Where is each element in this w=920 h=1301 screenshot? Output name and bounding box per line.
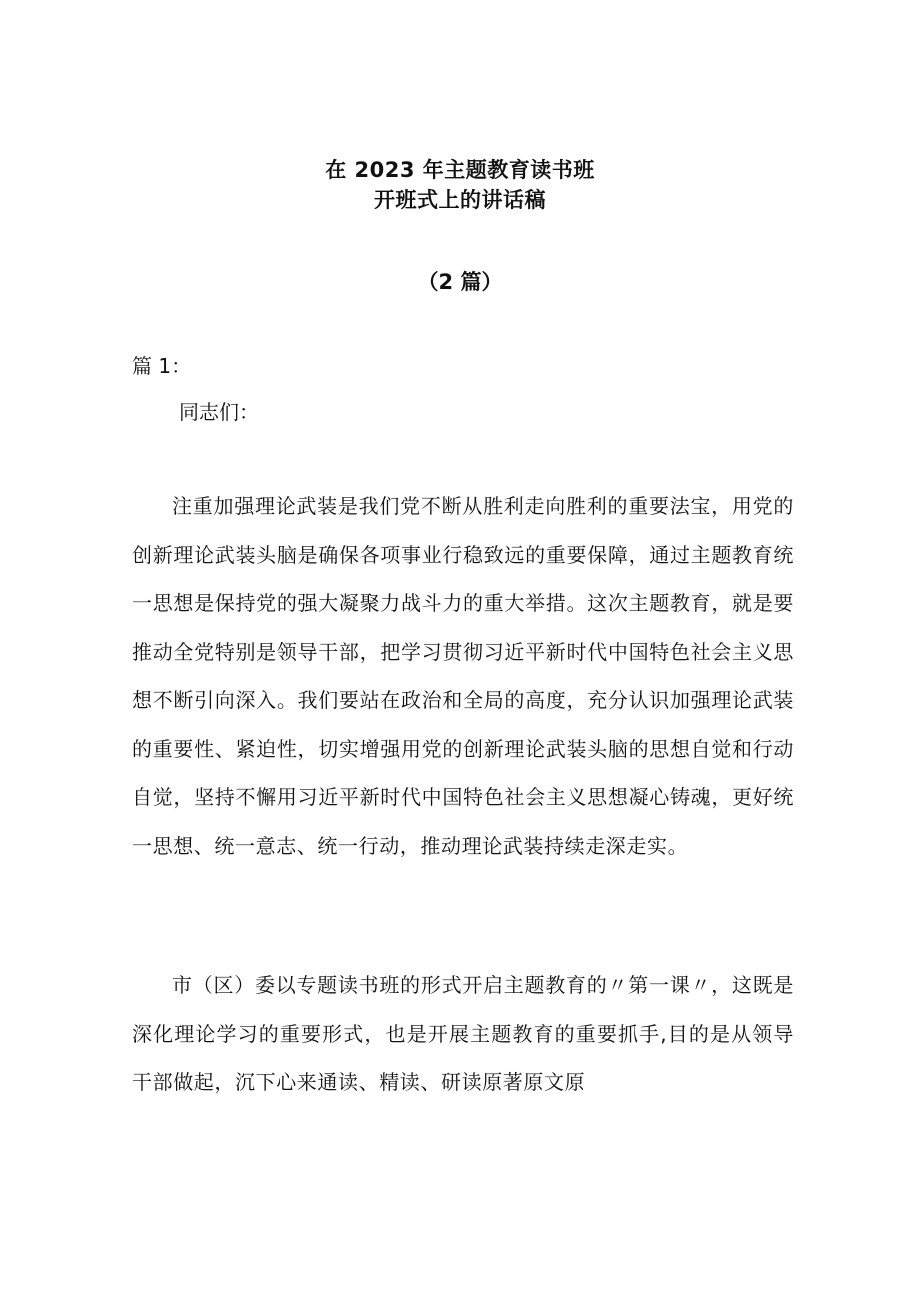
body-paragraph-2: 市（区）委以专题读书班的形式开启主题教育的〃第一课〃，这既是深化理论学习的重要形式，也是开展主题教育的重要抓手,目的是从领导干部做起，沉下心来通读、精读、研读原著原文原 xyxy=(132,973,794,1094)
document-title-line-1: 在 2023 年主题教育读书班 xyxy=(325,158,595,182)
section-label: 篇 1： xyxy=(132,354,192,378)
document-subtitle: （2 篇） xyxy=(417,270,503,294)
document-title-line-2: 开班式上的讲话稿 xyxy=(374,188,546,212)
body-paragraph-1: 注重加强理论武装是我们党不断从胜利走向胜利的重要法宝，用党的创新理论武装头脑是确保各项事业行稳致远的重要保障，通过主题教育统一思想是保持党的强大凝聚力战斗力的重大举措。这次主题教育，就是要推动全党特别是领导干部，把学习贯彻习近平新时代中国特色社会主义思想不断引向深入。我们要站在政治和全局的高度，充分认识加强理论武装的重要性、紧迫性，切实增强用党的创新理论武装头脑的思想自觉和行动自觉，坚持不懈用习近平新时代中国特色社会主义思想凝心铸魂，更好统一思想、统一意志、统一行动，推动理论武装持续走深走实。 xyxy=(132,494,794,858)
greeting: 同志们： xyxy=(179,400,259,424)
